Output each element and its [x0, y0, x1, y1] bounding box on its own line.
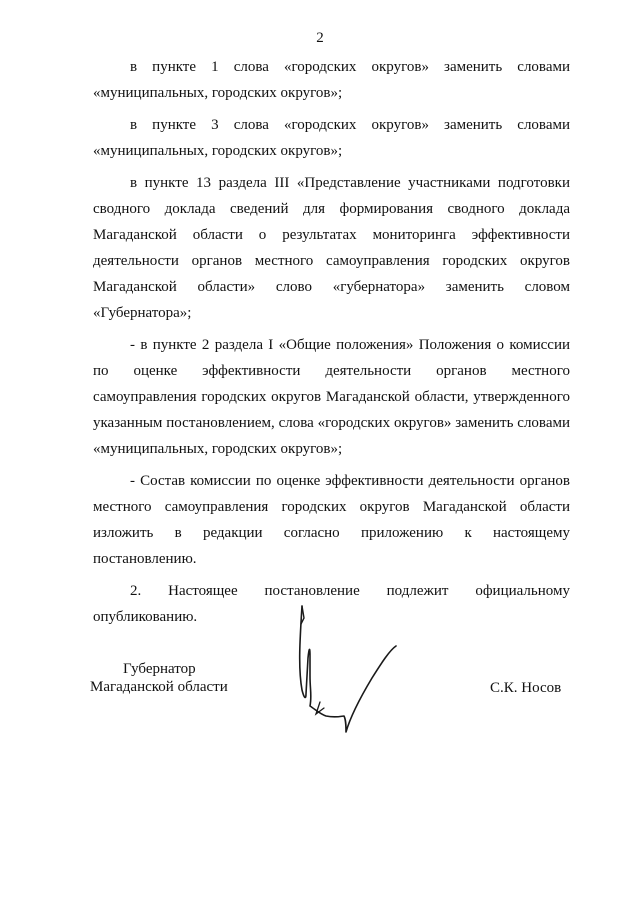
handwritten-signature [280, 598, 410, 738]
signatory-title-line1: Губернатор [123, 661, 196, 677]
signatory-name: С.К. Носов [490, 680, 562, 696]
document-body [93, 54, 570, 636]
page-number: 2 [316, 30, 324, 46]
paragraph-commission-regulation: - в пункте 2 раздела I «Общие положения» Положения о комиссии по оценке эффективности деятельности органов местного самоуправления городских округов Магаданской области, утвержденного указанным постановлением, слова «городских округов» заменить словами «муниципальных, городских округов»; [93, 337, 570, 457]
paragraph-item-13: в пункте 13 раздела III «Представление участниками подготовки сводного доклада сведений для формирования сводного доклада Магаданской области о результатах мониторинга эффективности деятельности органов местного самоуправления городских округов Магаданской области» слово «губернатора» заменить словом «Губернатора»; [93, 175, 570, 321]
paragraph-item-1: в пункте 1 слова «городских округов» заменить словами «муниципальных, городских округов»; [93, 59, 570, 101]
paragraph-item-3: в пункте 3 слова «городских округов» заменить словами «муниципальных, городских округов»; [93, 117, 570, 159]
signatory-title-line2: Магаданской области [90, 679, 228, 695]
paragraph-commission-composition: - Состав комиссии по оценке эффективности деятельности органов местного самоуправления городских округов Магаданской области изложить в редакции согласно приложению к настоящему постановлению. [93, 473, 570, 567]
paragraph-publication: 2. Настоящее постановление подлежит официальному опубликованию. [93, 583, 570, 625]
signatory-title [90, 660, 250, 696]
